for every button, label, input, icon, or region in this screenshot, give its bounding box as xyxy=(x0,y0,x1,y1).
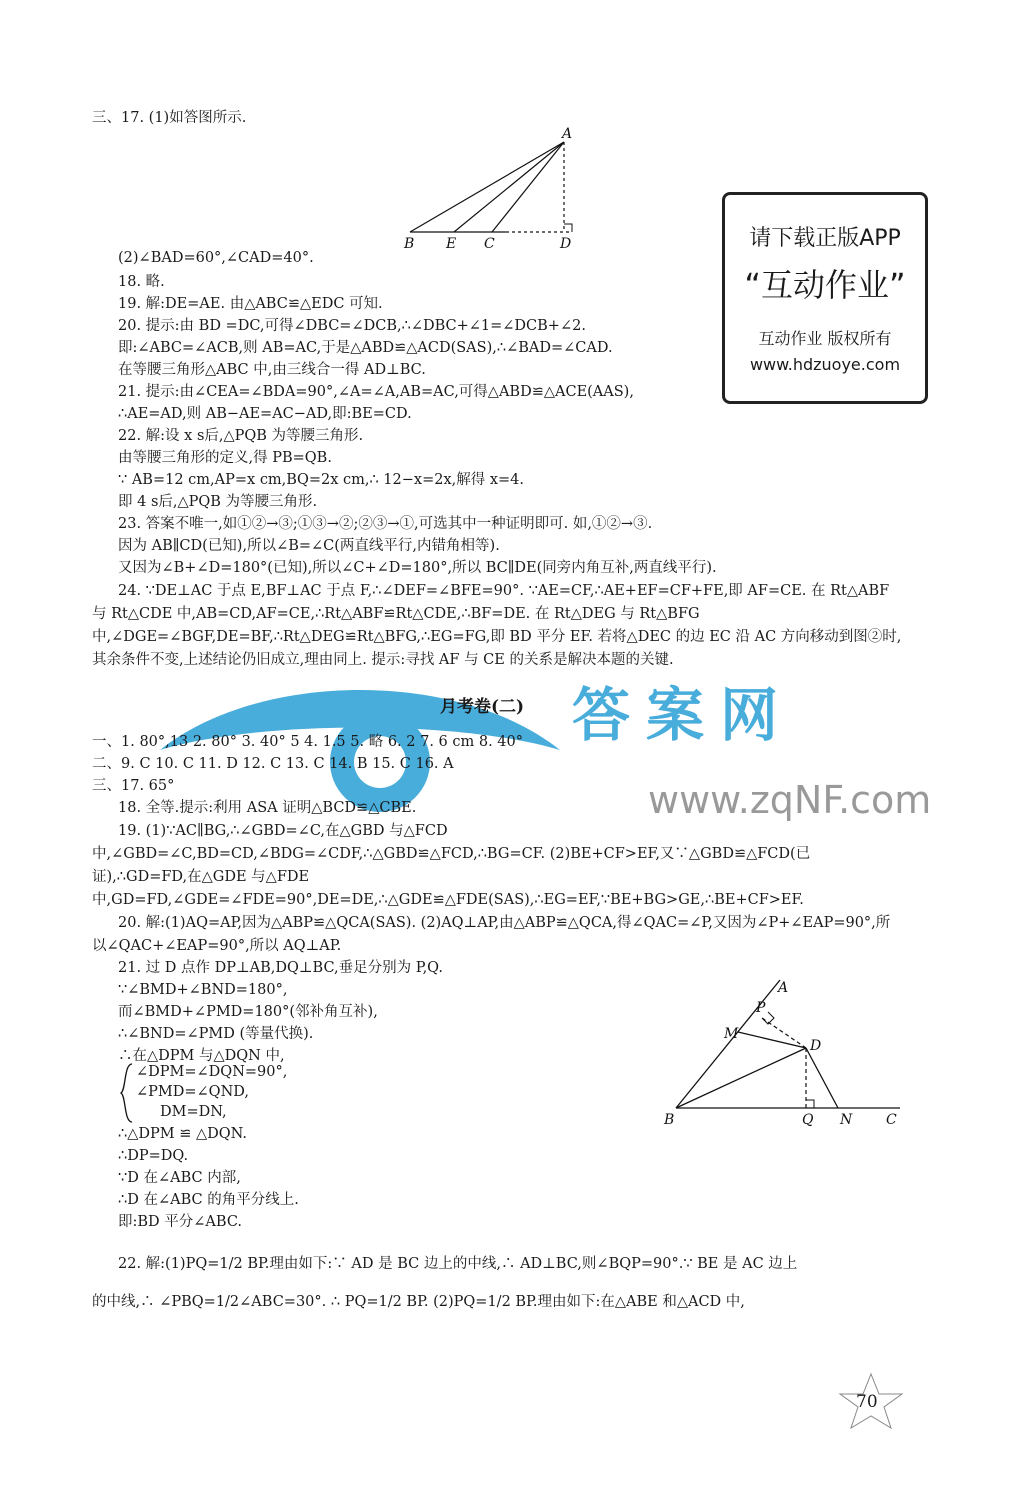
triangle-figure-2 xyxy=(660,968,920,1138)
q22-line1: 22. 解:设 x s后,△PQB 为等腰三角形. xyxy=(118,428,364,444)
q17-part1: 三、17. (1)如答图所示. xyxy=(92,110,247,126)
answers-row2: 二、9. C 10. C 11. D 12. C 13. C 14. B 15. C 16. A xyxy=(92,756,454,772)
s2-q21-line3: ∴∠BND=∠PMD (等量代换). xyxy=(118,1026,314,1042)
fig2-label-c: C xyxy=(886,1112,897,1128)
s2-q21-brace0: ∠DPM=∠DQN=90°, xyxy=(136,1064,288,1080)
answers-row1: 一、1. 80°,13 2. 80° 3. 40° 5 4. 1.5 5. 略 6. 2 7. 6 cm 8. 40° xyxy=(92,734,523,750)
stamp-line2: “互动作业” xyxy=(744,266,906,304)
fig1-label-b: B xyxy=(404,236,415,252)
watermark-url: www.zqNF.com xyxy=(648,778,932,822)
fig1-label-a: A xyxy=(562,126,573,142)
q22-line4: 即 4 s后,△PQB 为等腰三角形. xyxy=(118,494,318,510)
s2-q21-tail0: ∴△DPM ≌ △DQN. xyxy=(118,1126,248,1142)
s2-q21-line0: 21. 过 D 点作 DP⊥AB,DQ⊥BC,垂足分别为 P,Q. xyxy=(118,960,443,976)
s2-q21-tail2: ∵D 在∠ABC 内部, xyxy=(118,1170,241,1186)
s2-q21-brace2: DM=DN, xyxy=(160,1104,227,1120)
fig2-label-b: B xyxy=(664,1112,675,1128)
q18: 18. 略. xyxy=(118,274,165,290)
s2-q21-line2: 而∠BMD+∠PMD=180°(邻补角互补), xyxy=(118,1004,378,1020)
fig1-label-e: E xyxy=(446,236,457,252)
s2-q18: 18. 全等.提示:利用 ASA 证明△BCD≌△CBE. xyxy=(118,800,417,816)
q23-line1: 23. 答案不唯一,如①②→③;①③→②;②③→①,可选其中一种证明即可. 如,①②→③. xyxy=(118,516,653,532)
q21-line2: ∴AE=AD,则 AB−AE=AC−AD,即:BE=CD. xyxy=(118,406,412,422)
fig2-label-d: D xyxy=(810,1038,822,1054)
section-title: 月考卷(二) xyxy=(440,697,525,717)
s2-q21-line4: ∴在△DPM 与△DQN 中, xyxy=(118,1048,285,1064)
brace xyxy=(120,1062,134,1124)
stamp-line1: 请下载正版APP xyxy=(749,226,901,251)
q20-line1: 20. 提示:由 BD =DC,可得∠DBC=∠DCB,∴∠DBC+∠1=∠DCB+∠2. xyxy=(118,318,586,334)
s2-q21-line1: ∵∠BMD+∠BND=180°, xyxy=(118,982,288,998)
s2-q22-line2: 的中线,∴ ∠PBQ=1/2∠ABC=30°. ∴ PQ=1/2 BP. (2)PQ=1/2 BP.理由如下:在△ABE 和△ACD 中, xyxy=(92,1294,745,1310)
s2-q21-brace1: ∠PMD=∠QND, xyxy=(136,1084,249,1100)
answers-row3: 三、17. 65° xyxy=(92,778,175,794)
q17-part2: (2)∠BAD=60°,∠CAD=40°. xyxy=(118,250,314,266)
s2-q21-tail1: ∴DP=DQ. xyxy=(118,1148,189,1164)
q22-line3: ∵ AB=12 cm,AP=x cm,BQ=2x cm,∴ 12−x=2x,解得 x=4. xyxy=(118,472,525,488)
q19: 19. 解:DE=AE. 由△ABC≌△EDC 可知. xyxy=(118,296,383,312)
s2-q21-tail3: ∴D 在∠ABC 的角平分线上. xyxy=(118,1192,299,1208)
watermark-text: 答案网 xyxy=(572,681,795,749)
q24: 24. ∵DE⊥AC 于点 E,BF⊥AC 于点 F,∴∠DEF=∠BFE=90°. ∵AE=CF,∴AE+EF=CF+FE,即 AF=CE. 在 Rt△ABF 与 Rt△CDE 中,AB=CD,AF=CE,∴Rt△ABF≌Rt△CDE,∴BF=DE. 在 Rt△DEG 与 Rt△BFG 中,∠DGE=∠BGF,DE=BF,∴Rt△DEG≌Rt△BFG,∴EG=FG,即 BD 平分 EF. 若将△DEC 的边 EC 沿 AC 方向移动到图②时,其余条件不变,上述结论仍旧成立,理由同上. 提示:寻找 AF 与 CE 的关系是解决本题的关键. xyxy=(92,583,902,668)
fig2-label-a: A xyxy=(778,980,789,996)
copyright-stamp xyxy=(722,192,928,404)
fig1-label-d: D xyxy=(560,236,572,252)
s2-q22-line1: 22. 解:(1)PQ=1/2 BP.理由如下:∵ AD 是 BC 边上的中线,∴ AD⊥BC,则∠BQP=90°.∵ BE 是 AC 边上 xyxy=(118,1256,798,1272)
stamp-line4: www.hdzuoye.com xyxy=(749,355,901,374)
fig1-label-c: C xyxy=(484,236,495,252)
q23-line3: 又因为∠B+∠D=180°(已知),所以∠C+∠D=180°,所以 BC∥DE(同旁内角互补,两直线平行). xyxy=(118,560,717,576)
s2-q21-tail4: 即:BD 平分∠ABC. xyxy=(118,1214,243,1230)
q20-line3: 在等腰三角形△ABC 中,由三线合一得 AD⊥BC. xyxy=(118,362,426,378)
s2-q20: 20. 解:(1)AQ=AP,因为△ABP≌△QCA(SAS). (2)AQ⊥AP,由△ABP≌△QCA,得∠QAC=∠P,又因为∠P+∠EAP=90°,所以∠QAC+∠EAP=90°,所以 AQ⊥AP. xyxy=(92,915,891,954)
q23-line2: 因为 AB∥CD(已知),所以∠B=∠C(两直线平行,内错角相等). xyxy=(118,538,500,554)
page-number: 70 xyxy=(856,1392,878,1412)
stamp-line3: 互动作业 版权所有 xyxy=(758,329,892,348)
q21-line1: 21. 提示:由∠CEA=∠BDA=90°,∠A=∠A,AB=AC,可得△ABD≌△ACE(AAS), xyxy=(118,384,634,400)
s2-q19: 19. (1)∵AC∥BG,∴∠GBD=∠C,在△GBD 与△FCD 中,∠GBD=∠C,BD=CD,∠BDG=∠CDF,∴△GBD≌△FCD,∴BG=CF. (2)BE+CF>EF,又∵△GBD≌△FCD(已证),∴GD=FD,在△GDE 与△FDE 中,GD=FD,∠GDE=∠FDE=90°,DE=DE,∴△GDE≌△FDE(SAS),∴EG=EF,∵BE+BG>GE,∴BE+CF>EF. xyxy=(92,823,811,908)
q20-line2: 即:∠ABC=∠ACB,则 AB=AC,于是△ABD≌△ACD(SAS),∴∠BAD=∠CAD. xyxy=(118,340,613,356)
fig2-label-p: P xyxy=(756,1000,766,1016)
fig2-label-n: N xyxy=(840,1112,853,1128)
fig2-label-m: M xyxy=(724,1026,739,1042)
fig2-label-q: Q xyxy=(802,1112,814,1128)
triangle-figure-1 xyxy=(396,124,596,264)
q22-line2: 由等腰三角形的定义,得 PB=QB. xyxy=(118,450,332,466)
